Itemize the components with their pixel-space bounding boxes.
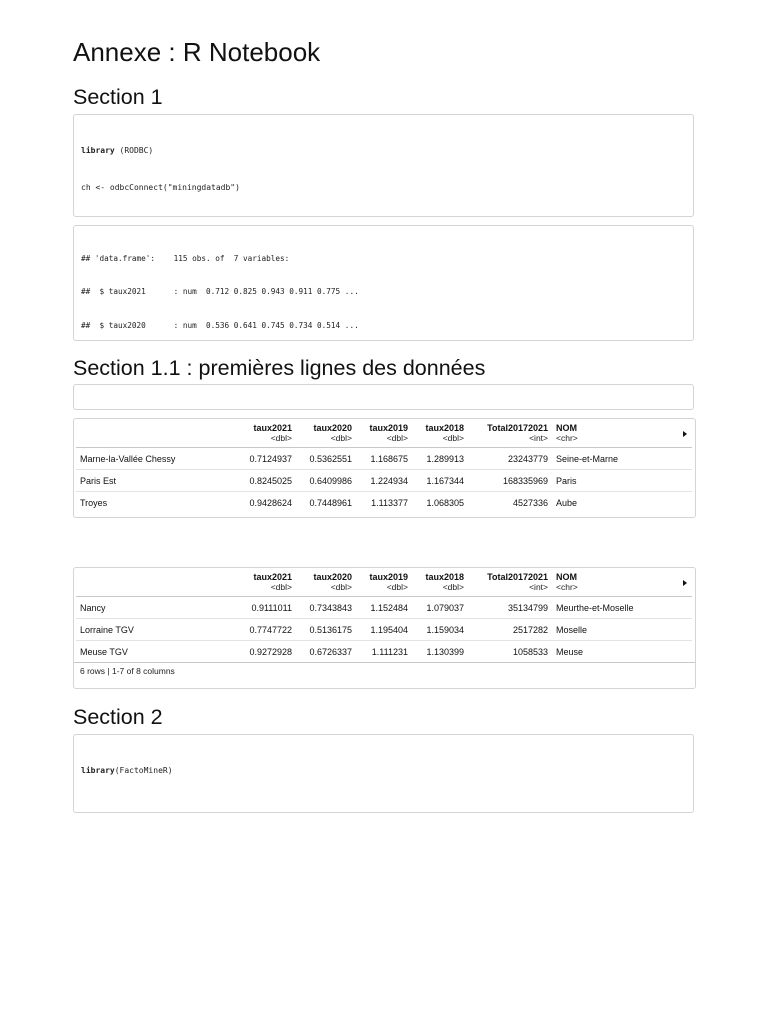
table-cell: 4527336 (512, 497, 548, 508)
code-line: ch <- odbcConnect("miningdatadb") (81, 183, 240, 193)
table-cell: 1.167344 (412, 470, 468, 492)
column-type: <chr> (552, 582, 692, 597)
table-cell: 1.068305 (426, 497, 464, 508)
next-columns-arrow-icon[interactable] (683, 580, 687, 586)
table-pagination-info: 6 rows | 1-7 of 8 columns (74, 662, 695, 679)
table-row (76, 619, 692, 641)
code-line (81, 802, 686, 813)
table-cell: 0.6726337 (309, 646, 352, 657)
column-header: NOM (556, 423, 577, 433)
code-chunk-head[interactable] (73, 384, 694, 410)
column-type (76, 582, 236, 597)
column-type: <dbl> (296, 433, 356, 448)
table-cell: Meuse (556, 646, 584, 657)
table-cell: 1.111231 (371, 646, 408, 657)
table-cell: 1058533 (512, 646, 548, 657)
column-header: taux2018 (425, 572, 464, 582)
column-header: taux2018 (425, 423, 464, 433)
column-type: <int> (468, 582, 552, 597)
table-cell: 1.152484 (356, 597, 412, 619)
table-cell: Paris (552, 470, 692, 492)
column-type: <chr> (552, 433, 692, 448)
table-cell: Lorraine TGV (76, 619, 236, 641)
table-cell: 2517282 (468, 619, 552, 641)
table-row (76, 597, 692, 619)
table-cell: Meuse TGV (80, 646, 128, 657)
column-header: taux2020 (313, 423, 352, 433)
section-1-heading: Section 1 (73, 85, 163, 109)
table-cell: 0.9428624 (249, 497, 292, 508)
section-1-1-heading: Section 1.1 : premières lignes des données (73, 356, 486, 380)
table-header-row (76, 419, 692, 433)
table-cell: Troyes (80, 497, 108, 508)
table-cell: 1.113377 (371, 497, 408, 508)
section-2-heading: Section 2 (73, 705, 163, 729)
code-chunk-rodbc[interactable] (73, 114, 694, 217)
code-line: library(FactoMineR) (81, 765, 173, 775)
table-cell: 1.130399 (426, 646, 464, 657)
column-type: <dbl> (356, 582, 412, 597)
column-type: <dbl> (412, 582, 468, 597)
table-cell: 1.224934 (356, 470, 412, 492)
table-row (76, 470, 692, 492)
table-cell: 0.7448961 (309, 497, 352, 508)
page-title: Annexe : R Notebook (73, 37, 321, 67)
table-row (76, 448, 692, 470)
table-cell: 0.5362551 (296, 448, 356, 470)
data-table-page-1 (73, 418, 696, 518)
column-header: taux2019 (369, 572, 408, 582)
code-chunk-pca[interactable] (73, 734, 694, 813)
column-header: Total20172021 (487, 423, 548, 433)
table-cell: 0.7124937 (236, 448, 296, 470)
table-cell: 0.9111011 (236, 597, 296, 619)
column-type (76, 433, 236, 448)
column-header (76, 419, 236, 433)
output-line: ## 'data.frame': 115 obs. of 7 variables: (81, 254, 290, 264)
output-line: ## $ taux2021 : num 0.712 0.825 0.943 0.911 0.775 ... (81, 287, 359, 297)
column-header: NOM (556, 572, 577, 582)
table-cell: 1.168675 (356, 448, 412, 470)
table-cell: 23243779 (468, 448, 552, 470)
column-type-row (76, 582, 692, 597)
column-header: Total20172021 (487, 572, 548, 582)
column-type-row (76, 433, 692, 448)
table-cell: Paris Est (76, 470, 236, 492)
table-cell: 0.9272928 (249, 646, 292, 657)
table-cell: Nancy (76, 597, 236, 619)
column-header: taux2021 (253, 572, 292, 582)
table-cell: Seine-et-Marne (552, 448, 692, 470)
table-cell: 0.6409986 (296, 470, 356, 492)
table-header-row (76, 568, 692, 582)
output-line: ## $ taux2020 : num 0.536 0.641 0.745 0.734 0.514 ... (81, 320, 359, 330)
table-cell: 0.7747722 (236, 619, 296, 641)
column-type: <dbl> (236, 582, 296, 597)
column-type: <dbl> (412, 433, 468, 448)
table-cell: Marne-la-Vallée Chessy (76, 448, 236, 470)
table-cell: 1.079037 (412, 597, 468, 619)
table-cell: 0.5136175 (296, 619, 356, 641)
table-cell: 1.289913 (412, 448, 468, 470)
table-cell: 168335969 (468, 470, 552, 492)
table-cell: 0.7343843 (296, 597, 356, 619)
table-cell: 35134799 (468, 597, 552, 619)
table-cell: Aube (556, 497, 578, 508)
table-row (76, 492, 692, 514)
table-cell: 1.195404 (356, 619, 412, 641)
next-columns-arrow-icon[interactable] (683, 431, 687, 437)
code-line: library (RODBC) (81, 145, 154, 155)
table-cell: 1.159034 (412, 619, 468, 641)
column-type: <int> (468, 433, 552, 448)
column-type: <dbl> (296, 582, 356, 597)
data-table-page-2 (73, 567, 696, 689)
column-header: taux2020 (313, 572, 352, 582)
column-type: <dbl> (236, 433, 296, 448)
column-header: taux2021 (253, 423, 292, 433)
table-cell: Moselle (552, 619, 692, 641)
str-output (73, 225, 694, 341)
table-row (76, 641, 692, 663)
table-cell: 0.8245025 (236, 470, 296, 492)
column-header (76, 568, 236, 582)
column-header: taux2019 (369, 423, 408, 433)
table-cell: Meurthe-et-Moselle (552, 597, 692, 619)
column-type: <dbl> (356, 433, 412, 448)
